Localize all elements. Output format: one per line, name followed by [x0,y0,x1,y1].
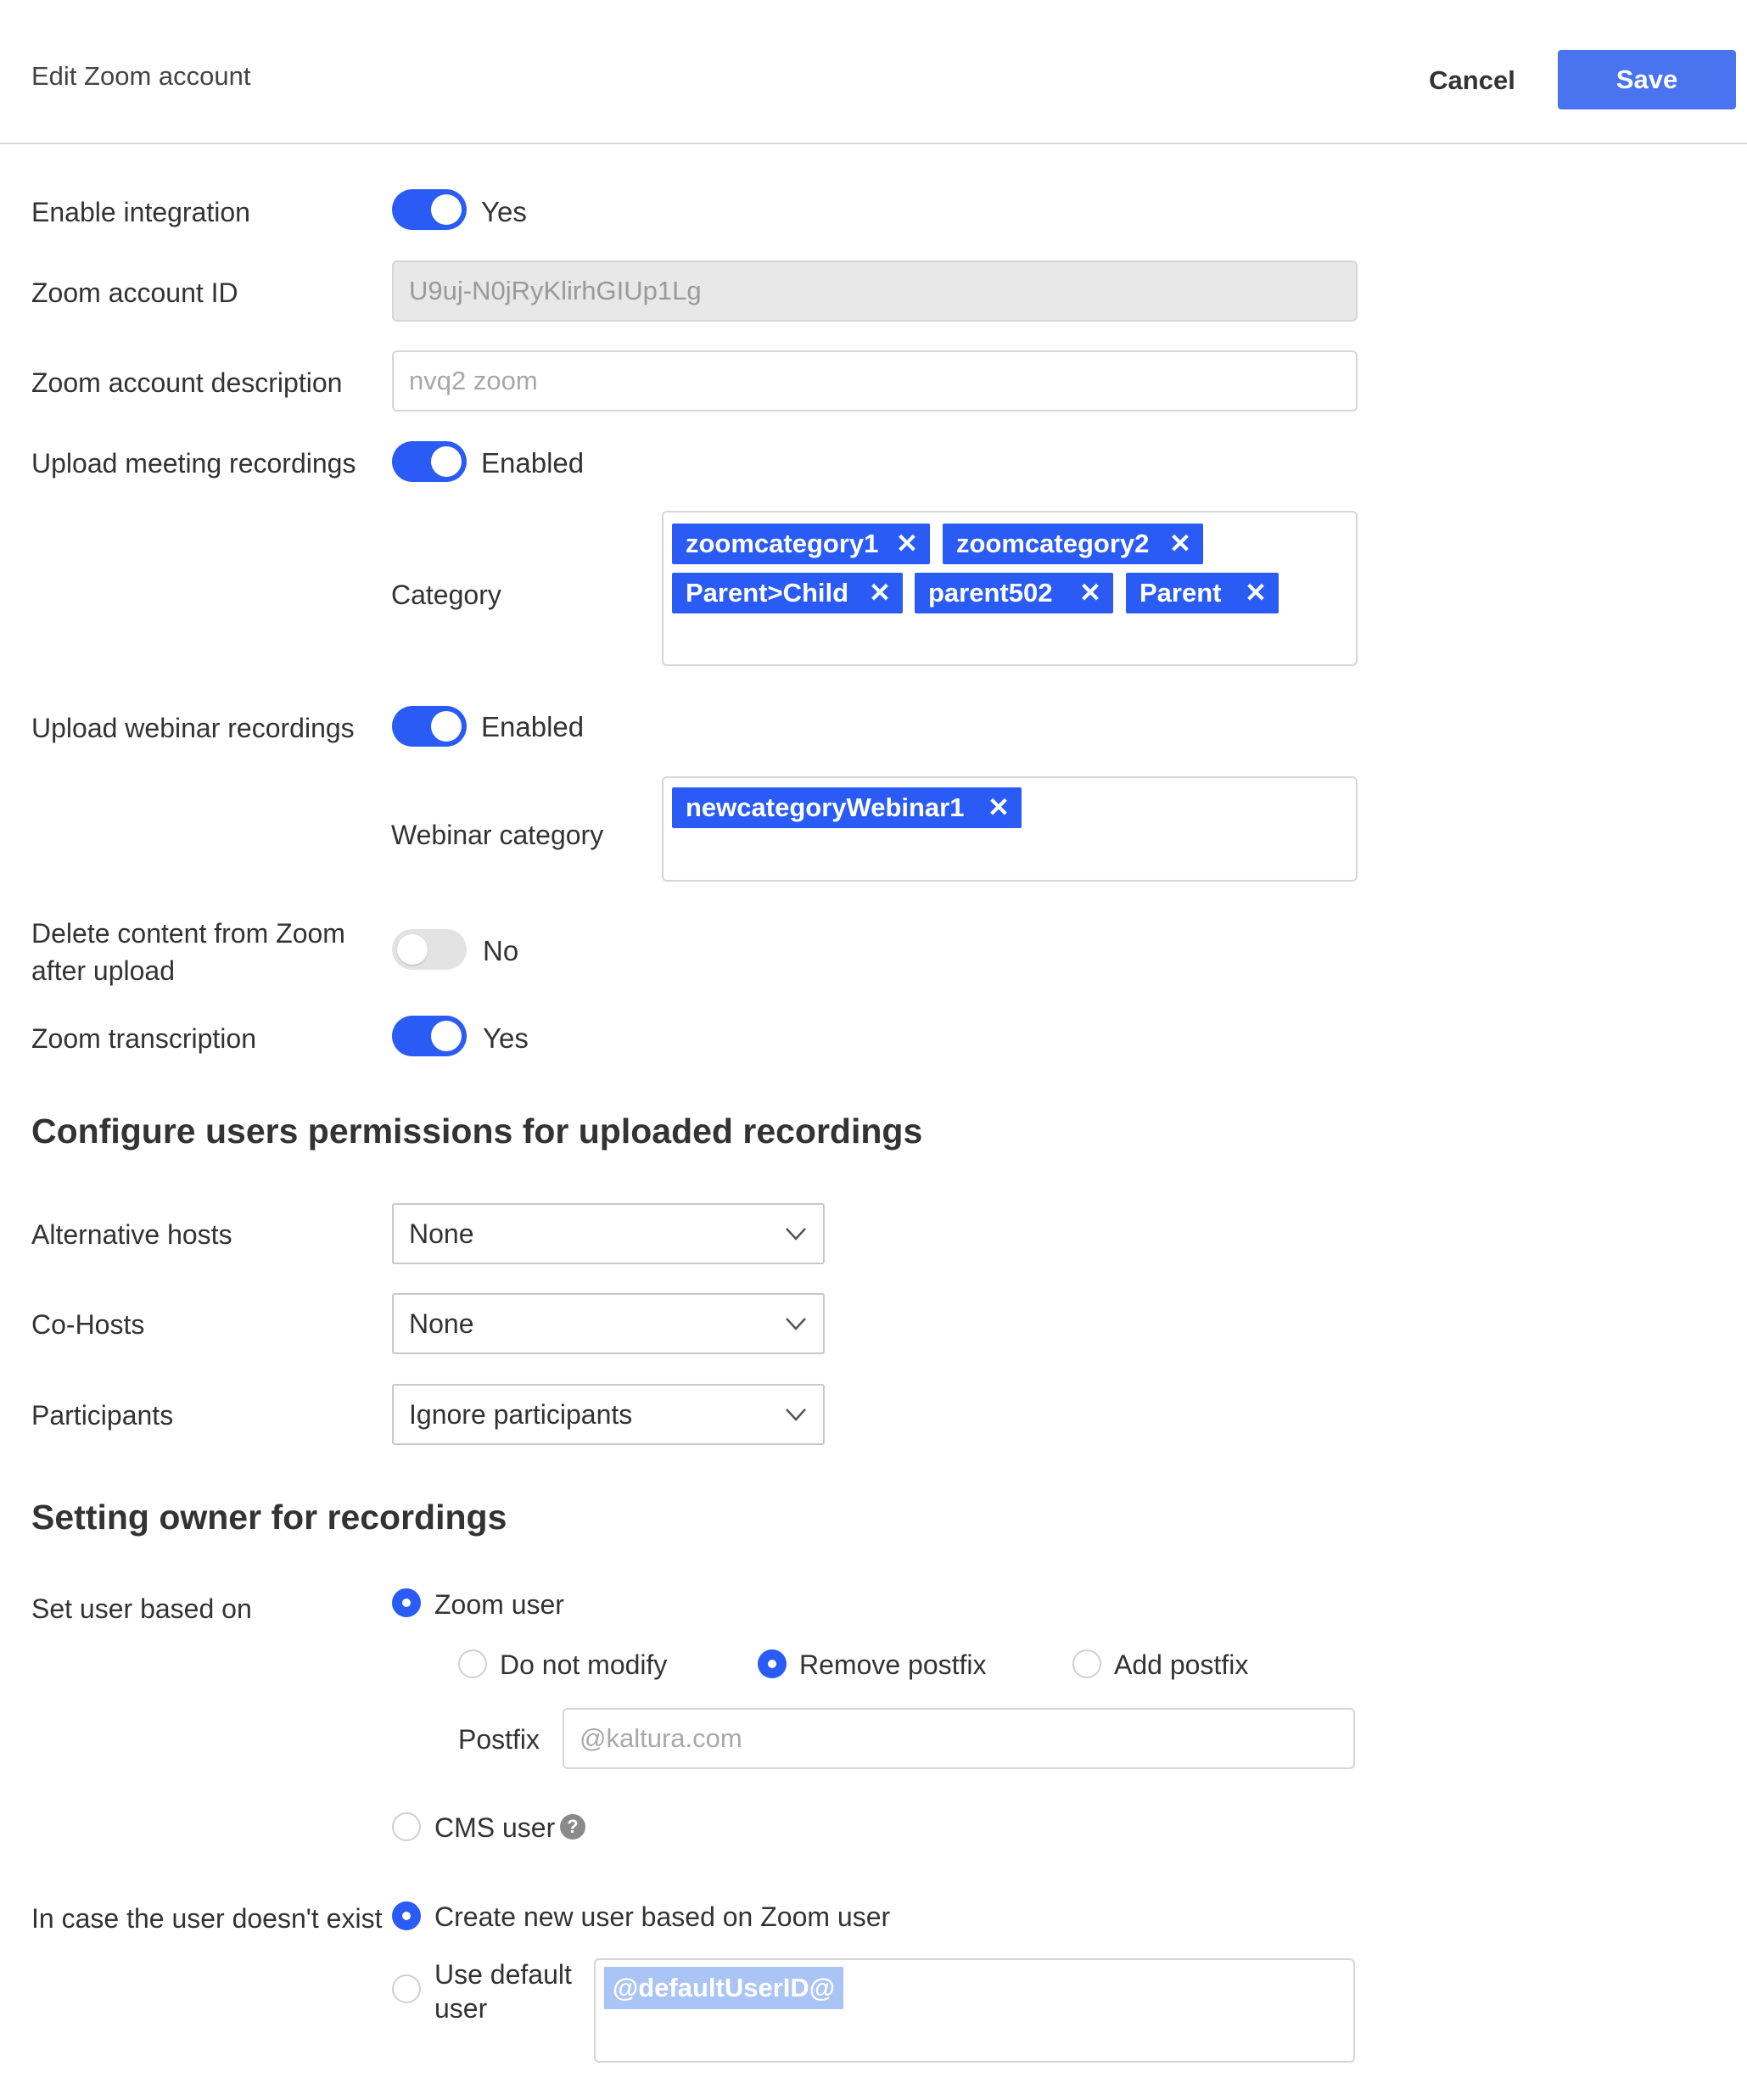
enable-integration-label: Enable integration [31,197,250,227]
co-hosts-select[interactable] [392,1293,825,1354]
remove-tag-icon[interactable]: ✕ [988,792,1010,822]
header-divider [0,143,1747,144]
postfix-input[interactable] [563,1708,1355,1769]
permissions-section-title: Configure users permissions for uploaded recordings [31,1112,923,1151]
category-tag: zoomcategory2 ✕ [943,524,1203,564]
page-title: Edit Zoom account [31,61,251,91]
toggle-knob [397,934,428,965]
enable-integration-value: Yes [481,196,527,227]
default-user-tag: @defaultUserID@ [604,1967,843,2009]
delete-content-value: No [483,935,519,966]
add-postfix-label: Add postfix [1114,1649,1249,1680]
remove-tag-icon[interactable]: ✕ [1169,529,1191,558]
cms-user-radio[interactable] [392,1812,421,1841]
do-not-modify-label: Do not modify [500,1649,668,1680]
toggle-knob [431,446,462,477]
create-new-user-radio[interactable] [392,1901,421,1930]
upload-webinar-label: Upload webinar recordings [31,713,355,743]
toggle-knob [431,711,462,742]
enable-integration-toggle[interactable] [392,189,467,230]
remove-tag-icon[interactable]: ✕ [1245,578,1267,608]
remove-postfix-label: Remove postfix [799,1649,987,1680]
participants-label: Participants [31,1400,174,1431]
account-id-label: Zoom account ID [31,277,238,308]
co-hosts-value: None [409,1308,474,1339]
cms-user-label: CMS user [434,1812,556,1843]
do-not-modify-radio[interactable] [458,1649,487,1678]
help-icon[interactable]: ? [560,1814,585,1840]
account-description-label: Zoom account description [31,367,343,398]
remove-postfix-radio[interactable] [758,1649,787,1678]
co-hosts-label: Co-Hosts [31,1309,145,1340]
transcription-value: Yes [483,1022,529,1054]
set-user-label: Set user based on [31,1593,252,1624]
category-tag: parent502 ✕ [915,573,1113,613]
webinar-category-label: Webinar category [391,820,604,850]
remove-tag-icon[interactable]: ✕ [1079,578,1101,608]
not-exist-label: In case the user doesn't exist [31,1903,383,1934]
delete-content-toggle[interactable] [392,929,467,970]
upload-webinar-toggle[interactable] [392,706,467,747]
use-default-user-label: Use default user [434,1959,572,2024]
chevron-down-icon [784,1222,808,1246]
account-id-field [392,260,1358,322]
category-tag: zoomcategory1 ✕ [672,524,930,564]
zoom-user-radio[interactable] [392,1588,421,1617]
transcription-toggle[interactable] [392,1016,467,1056]
postfix-label: Postfix [458,1724,540,1755]
toggle-knob [431,1021,462,1051]
upload-meeting-value: Enabled [481,447,585,479]
upload-webinar-value: Enabled [481,711,585,742]
cancel-button[interactable]: Cancel [1429,65,1515,95]
create-new-user-label: Create new user based on Zoom user [434,1901,891,1932]
category-tag: Parent ✕ [1126,573,1279,613]
remove-tag-icon[interactable]: ✕ [869,578,891,608]
postfix-placeholder: @kaltura.com [580,1723,742,1753]
alternative-hosts-select[interactable] [392,1203,825,1264]
transcription-label: Zoom transcription [31,1023,256,1054]
category-tag: Parent>Child ✕ [672,573,903,613]
owner-section-title: Setting owner for recordings [31,1498,507,1537]
use-default-user-radio[interactable] [392,1974,421,2003]
chevron-down-icon [784,1312,808,1336]
account-description-value: nvq2 zoom [409,366,538,395]
remove-tag-icon[interactable]: ✕ [896,529,918,558]
category-label: Category [391,580,501,610]
account-id-value: U9uj-N0jRyKlirhGIUp1Lg [409,276,702,305]
chevron-down-icon [784,1403,808,1426]
account-description-field[interactable] [392,350,1358,412]
delete-content-label: Delete content from Zoom after upload [31,918,345,986]
webinar-category-tag: newcategoryWebinar1 ✕ [672,787,1022,828]
zoom-user-label: Zoom user [434,1589,564,1620]
add-postfix-radio[interactable] [1072,1649,1101,1678]
toggle-knob [431,194,462,225]
alternative-hosts-value: None [409,1218,474,1249]
upload-meeting-label: Upload meeting recordings [31,448,356,479]
upload-meeting-toggle[interactable] [392,441,467,482]
save-button[interactable]: Save [1558,50,1736,109]
participants-select[interactable] [392,1384,825,1445]
participants-value: Ignore participants [409,1399,633,1430]
alternative-hosts-label: Alternative hosts [31,1219,232,1250]
